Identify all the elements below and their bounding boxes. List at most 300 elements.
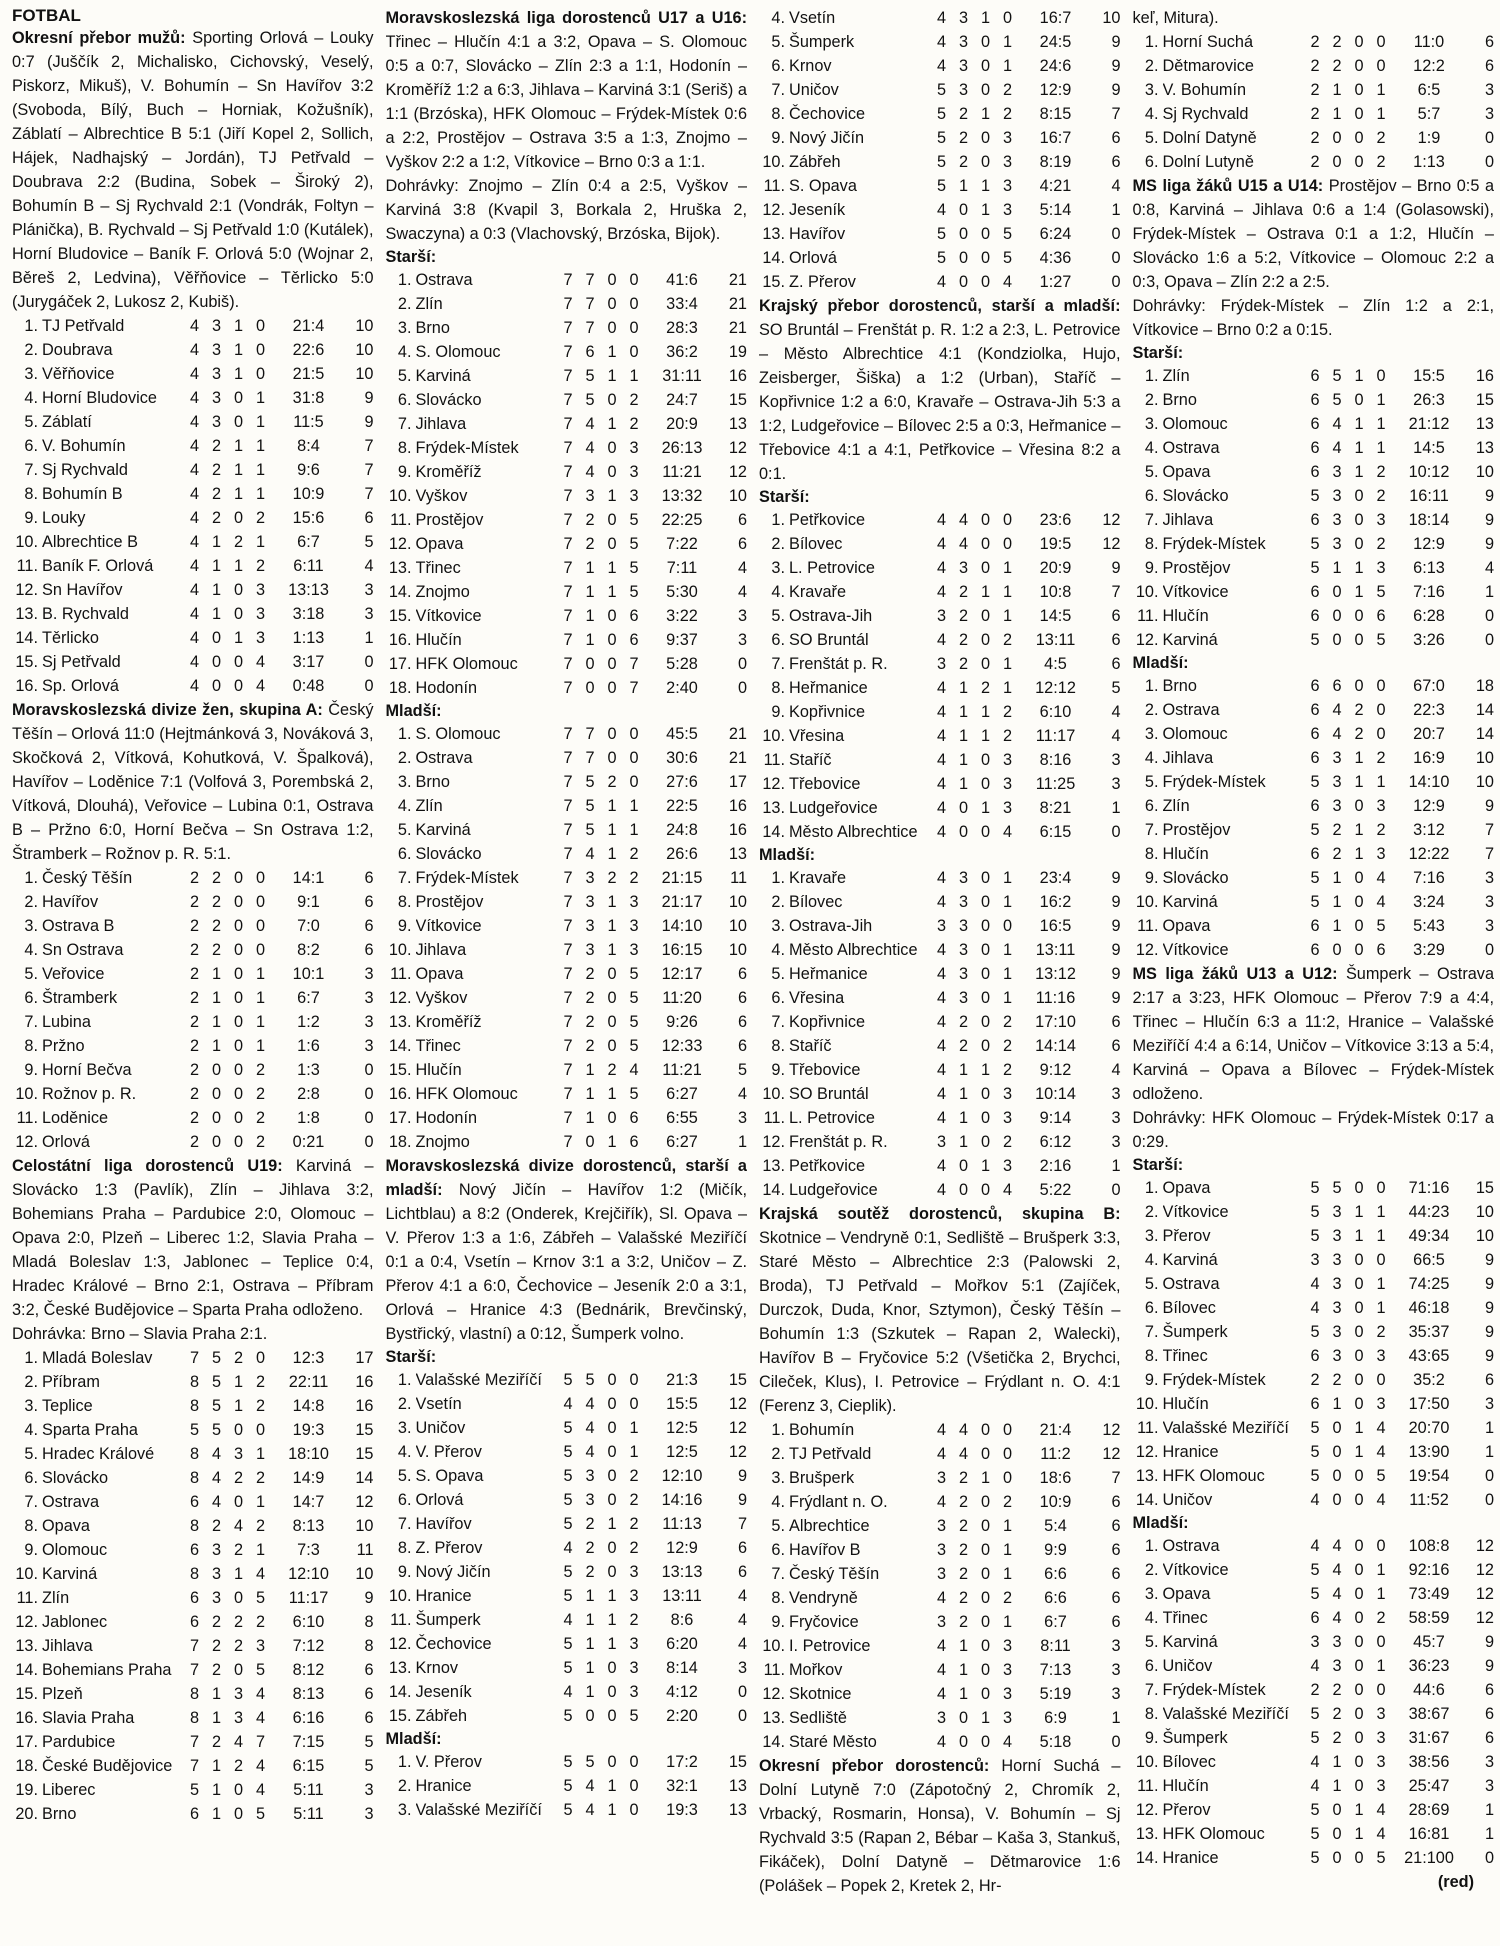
rank-cell: 8. [771, 1589, 785, 1607]
draws-cell: 0 [1354, 797, 1364, 815]
table-row [386, 460, 748, 484]
draws-cell: 1 [980, 1061, 991, 1079]
rank-cell: 18. [15, 1757, 38, 1775]
results-paragraph [1133, 962, 1495, 1106]
draws-cell: 1 [1354, 367, 1364, 385]
losses-cell: 1 [1002, 989, 1013, 1007]
table-row [1133, 580, 1495, 604]
matches-cell: 6 [1310, 463, 1320, 481]
wins-cell: 1 [211, 1685, 222, 1703]
points-cell: 6 [364, 893, 374, 911]
losses-cell: 0 [255, 341, 266, 359]
score-cell: 3:29 [1413, 941, 1445, 959]
team-name-cell: Opava [1162, 463, 1211, 481]
draws-cell: 1 [1354, 1825, 1364, 1843]
points-cell: 16 [355, 1373, 374, 1391]
rank-cell: 11. [763, 1109, 785, 1127]
wins-cell: 2 [1332, 33, 1342, 51]
matches-cell: 7 [563, 607, 573, 625]
losses-cell: 2 [255, 1133, 266, 1151]
matches-cell: 7 [563, 1013, 573, 1031]
wins-cell: 2 [1332, 1729, 1342, 1747]
points-cell: 0 [1484, 631, 1494, 649]
score-cell: 13:11 [662, 1587, 702, 1605]
losses-cell: 3 [1376, 845, 1386, 863]
rank-cell: 6. [771, 631, 785, 649]
draws-cell: 0 [607, 1539, 617, 1557]
score-cell: 16:81 [1408, 1825, 1450, 1843]
score-cell: 5:30 [666, 583, 698, 601]
team-name-cell: Znojmo [415, 583, 470, 601]
wins-cell: 0 [1332, 129, 1342, 147]
points-cell: 3 [737, 1659, 747, 1677]
points-cell: 13 [1475, 415, 1494, 433]
score-cell: 16:7 [1039, 129, 1072, 147]
points-cell: 13 [1475, 439, 1494, 457]
wins-cell: 0 [1332, 583, 1342, 601]
points-cell: 7 [1111, 583, 1121, 601]
draws-cell: 0 [607, 1013, 617, 1031]
losses-cell: 3 [629, 893, 639, 911]
table-row [386, 484, 748, 508]
team-name-cell: Sj Rychvald [1162, 105, 1249, 123]
team-name-cell: Hranice [415, 1777, 472, 1795]
table-row [386, 532, 748, 556]
score-cell: 8:13 [292, 1517, 325, 1535]
losses-cell: 5 [629, 511, 639, 529]
matches-cell: 4 [936, 1685, 947, 1703]
points-cell: 9 [1484, 1347, 1494, 1365]
rank-cell: 4. [1144, 1609, 1159, 1627]
rank-cell: 10. [388, 941, 412, 959]
draws-cell: 0 [607, 1707, 617, 1725]
wins-cell: 2 [958, 1013, 969, 1031]
score-cell: 20:9 [1039, 559, 1072, 577]
rank-cell: 1. [1144, 677, 1159, 695]
rank-cell: 1. [397, 271, 412, 289]
score-cell: 11:5 [293, 413, 324, 431]
team-name-cell: Karviná [1162, 1633, 1218, 1651]
draws-cell: 0 [607, 535, 617, 553]
rank-cell: 5. [1144, 463, 1159, 481]
rank-cell: 10. [1135, 1395, 1159, 1413]
score-cell: 22:6 [292, 341, 325, 359]
points-cell: 3 [364, 1013, 374, 1031]
matches-cell: 7 [189, 1349, 200, 1367]
rank-cell: 2. [24, 341, 38, 359]
matches-cell: 4 [936, 727, 947, 745]
matches-cell: 6 [189, 1589, 200, 1607]
wins-cell: 3 [211, 389, 222, 407]
points-cell: 4 [1111, 703, 1121, 721]
wins-cell: 1 [958, 1085, 969, 1103]
points-cell: 7 [737, 1515, 747, 1533]
points-cell: 0 [364, 677, 374, 695]
table-row [12, 1586, 374, 1610]
standings-table [386, 268, 748, 700]
matches-cell: 5 [1310, 1825, 1320, 1843]
subsection-heading: Starší: [385, 248, 437, 266]
rank-cell: 5. [1144, 129, 1159, 147]
score-cell: 14:1 [292, 869, 325, 887]
matches-cell: 5 [936, 225, 947, 243]
team-name-cell: V. Bohumín [1162, 81, 1247, 99]
competition-name: Celostátní liga dorostenců U19: [12, 1157, 283, 1175]
points-cell: 9 [1111, 559, 1121, 577]
table-row [1133, 1582, 1495, 1606]
team-name-cell: Louky [42, 509, 86, 527]
losses-cell: 3 [1002, 1637, 1013, 1655]
wins-cell: 0 [1332, 1443, 1342, 1461]
losses-cell: 1 [1376, 1275, 1386, 1293]
draws-cell: 1 [607, 941, 617, 959]
table-row [386, 556, 748, 580]
results-note: Dohrávky: HFK Olomouc – Frýdek-Místek 0:17 a 0:29. [1132, 1109, 1494, 1151]
rank-cell: 11. [390, 511, 412, 529]
matches-cell: 7 [563, 511, 573, 529]
subsection-heading: Starší: [1132, 1156, 1184, 1174]
team-name-cell: Olomouc [1162, 415, 1228, 433]
rank-cell: 2. [771, 893, 785, 911]
score-cell: 14:7 [292, 1493, 325, 1511]
points-cell: 7 [364, 461, 374, 479]
wins-cell: 1 [211, 1805, 222, 1823]
draws-cell: 1 [233, 317, 244, 335]
team-name-cell: Hranice [415, 1587, 472, 1605]
team-name-cell: Bílovec [789, 893, 843, 911]
wins-cell: 2 [1332, 821, 1342, 839]
losses-cell: 0 [255, 365, 266, 383]
rank-cell: 9. [1144, 1371, 1159, 1389]
table-row [12, 1682, 374, 1706]
wins-cell: 5 [1332, 367, 1342, 385]
table-row [12, 626, 374, 650]
table-row [12, 1082, 374, 1106]
score-cell: 3:22 [666, 607, 698, 625]
rank-cell: 6. [397, 1491, 412, 1509]
losses-cell: 2 [629, 415, 639, 433]
rank-cell: 7. [1144, 821, 1159, 839]
rank-cell: 3. [771, 917, 785, 935]
losses-cell: 2 [1002, 1133, 1013, 1151]
table-row [12, 1562, 374, 1586]
losses-cell: 1 [255, 437, 266, 455]
score-cell: 8:4 [297, 437, 320, 455]
wins-cell: 0 [958, 1733, 969, 1751]
points-cell: 4 [1111, 177, 1121, 195]
team-name-cell: Šumperk [789, 33, 855, 51]
table-row [759, 796, 1121, 820]
team-name-cell: Třinec [415, 1037, 461, 1055]
table-row [386, 1010, 748, 1034]
points-cell: 4 [737, 559, 747, 577]
matches-cell: 7 [563, 749, 573, 767]
table-row [759, 962, 1121, 986]
wins-cell: 1 [211, 1757, 222, 1775]
standings-table [759, 508, 1121, 844]
draws-cell: 3 [233, 1445, 244, 1463]
points-cell: 15 [728, 391, 747, 409]
rank-cell: 3. [1144, 725, 1159, 743]
table-row [386, 1750, 748, 1774]
team-name-cell: Prostějov [1162, 821, 1231, 839]
table-row [759, 724, 1121, 748]
losses-cell: 6 [629, 1133, 639, 1151]
losses-cell: 0 [1002, 1445, 1013, 1463]
matches-cell: 3 [1310, 1251, 1320, 1269]
score-cell: 11:0 [1413, 33, 1445, 51]
rank-cell: 13. [762, 799, 785, 817]
columns [12, 6, 1494, 1946]
table-row [1133, 770, 1495, 794]
score-cell: 35:37 [1408, 1323, 1450, 1341]
team-name-cell: Rožnov p. R. [42, 1085, 137, 1103]
points-cell: 3 [1111, 1133, 1121, 1151]
score-cell: 5:11 [293, 1805, 324, 1823]
matches-cell: 4 [189, 365, 200, 383]
matches-cell: 5 [1310, 1585, 1320, 1603]
team-name-cell: České Budějovice [42, 1757, 173, 1775]
team-name-cell: Kroměříž [415, 463, 482, 481]
table-row [759, 102, 1121, 126]
matches-cell: 2 [1310, 81, 1320, 99]
team-name-cell: Petřkovice [789, 1157, 866, 1175]
draws-cell: 0 [980, 1589, 991, 1607]
rank-cell: 2. [24, 893, 38, 911]
matches-cell: 8 [189, 1445, 200, 1463]
points-cell: 8 [364, 1637, 374, 1655]
team-name-cell: SO Bruntál [789, 631, 869, 649]
subsection-heading: Starší: [1132, 344, 1184, 362]
losses-cell: 0 [1376, 1179, 1386, 1197]
wins-cell: 3 [1332, 463, 1342, 481]
draws-cell: 1 [1354, 583, 1364, 601]
matches-cell: 2 [189, 1061, 200, 1079]
matches-cell: 8 [189, 1469, 200, 1487]
wins-cell: 3 [211, 1589, 222, 1607]
wins-cell: 2 [585, 511, 595, 529]
losses-cell: 2 [629, 869, 639, 887]
points-cell: 3 [1111, 1637, 1121, 1655]
matches-cell: 4 [1310, 1657, 1320, 1675]
rank-cell: 9. [1144, 869, 1159, 887]
points-cell: 3 [364, 1037, 374, 1055]
losses-cell: 0 [629, 271, 639, 289]
rank-cell: 4. [24, 389, 38, 407]
table-row [1133, 1248, 1495, 1272]
losses-cell: 1 [1002, 1517, 1013, 1535]
wins-cell: 4 [585, 415, 595, 433]
team-name-cell: Zlín [1162, 367, 1190, 385]
points-cell: 10 [1475, 749, 1494, 767]
draws-cell: 1 [1354, 439, 1364, 457]
score-cell: 17:50 [1408, 1395, 1450, 1413]
team-name-cell: Karviná [415, 821, 471, 839]
score-cell: 11:13 [662, 1515, 702, 1533]
losses-cell: 1 [1376, 1585, 1386, 1603]
team-name-cell: Frýdek-Místek [1162, 1371, 1266, 1389]
wins-cell: 1 [1332, 917, 1342, 935]
rank-cell: 7. [1144, 1681, 1159, 1699]
points-cell: 21 [728, 295, 747, 313]
score-cell: 10:9 [292, 485, 325, 503]
rank-cell: 6. [1144, 153, 1159, 171]
wins-cell: 5 [1332, 1179, 1342, 1197]
matches-cell: 6 [1310, 583, 1320, 601]
draws-cell: 0 [1354, 1633, 1364, 1651]
losses-cell: 1 [1376, 391, 1386, 409]
losses-cell: 3 [1002, 775, 1013, 793]
rank-cell: 4. [771, 941, 785, 959]
draws-cell: 0 [607, 439, 617, 457]
wins-cell: 2 [211, 1637, 222, 1655]
matches-cell: 4 [936, 1733, 947, 1751]
team-name-cell: Věřňovice [42, 365, 115, 383]
draws-cell: 0 [1354, 129, 1364, 147]
rank-cell: 5. [1144, 1633, 1159, 1651]
table-row [12, 386, 374, 410]
rank-cell: 11. [763, 751, 785, 769]
draws-cell: 1 [233, 1397, 244, 1415]
team-name-cell: Hlučín [1162, 1777, 1209, 1795]
team-name-cell: Dětmarovice [1162, 57, 1254, 75]
points-cell: 3 [1484, 1753, 1494, 1771]
rank-cell: 6. [24, 437, 38, 455]
draws-cell: 0 [1354, 1347, 1364, 1365]
draws-cell: 0 [233, 413, 244, 431]
losses-cell: 2 [1002, 703, 1013, 721]
losses-cell: 3 [1376, 1777, 1386, 1795]
points-cell: 9 [1111, 941, 1121, 959]
points-cell: 15 [1475, 1179, 1494, 1197]
team-name-cell: Staříč [789, 751, 832, 769]
wins-cell: 1 [585, 607, 595, 625]
rank-cell: 5. [24, 1445, 38, 1463]
team-name-cell: Karviná [1162, 631, 1218, 649]
score-cell: 13:90 [1408, 1443, 1450, 1461]
points-cell: 0 [1484, 129, 1494, 147]
competition-name: Okresní přebor dorostenců: [759, 1757, 990, 1775]
losses-cell: 0 [1376, 677, 1386, 695]
team-name-cell: Teplice [42, 1397, 93, 1415]
team-name-cell: Opava [1162, 1585, 1211, 1603]
table-row [759, 174, 1121, 198]
draws-cell: 0 [1354, 535, 1364, 553]
score-cell: 13:11 [1035, 631, 1076, 649]
table-row [759, 938, 1121, 962]
points-cell: 1 [1111, 799, 1121, 817]
score-cell: 13:11 [1035, 941, 1076, 959]
rank-cell: 14. [15, 629, 38, 647]
draws-cell: 0 [233, 1589, 244, 1607]
rank-cell: 9. [771, 129, 785, 147]
matches-cell: 4 [936, 869, 947, 887]
losses-cell: 0 [1002, 511, 1013, 529]
draws-cell: 0 [1354, 1705, 1364, 1723]
draws-cell: 0 [980, 511, 991, 529]
score-cell: 4:36 [1039, 249, 1072, 267]
draws-cell: 2 [233, 1541, 244, 1559]
rank-cell: 4. [397, 343, 412, 361]
score-cell: 1:13 [292, 629, 325, 647]
wins-cell: 5 [211, 1397, 222, 1415]
rank-cell: 7. [397, 415, 412, 433]
rank-cell: 16. [388, 1085, 412, 1103]
draws-cell: 1 [607, 1777, 617, 1795]
team-name-cell: Havířov [789, 225, 846, 243]
matches-cell: 4 [189, 485, 200, 503]
matches-cell: 5 [1310, 1179, 1320, 1197]
matches-cell: 7 [563, 631, 573, 649]
matches-cell: 4 [936, 1109, 947, 1127]
losses-cell: 2 [1376, 153, 1386, 171]
wins-cell: 4 [1332, 1585, 1342, 1603]
table-row [1133, 842, 1495, 866]
matches-cell: 4 [936, 559, 947, 577]
wins-cell: 1 [211, 1781, 222, 1799]
table-row [1133, 102, 1495, 126]
rank-cell: 8. [771, 1037, 785, 1055]
losses-cell: 4 [1376, 1419, 1386, 1437]
points-cell: 3 [1111, 1685, 1121, 1703]
losses-cell: 0 [1376, 1537, 1386, 1555]
draws-cell: 0 [980, 965, 991, 983]
team-name-cell: SO Bruntál [789, 1085, 869, 1103]
wins-cell: 3 [1332, 1275, 1342, 1293]
draws-cell: 0 [980, 273, 991, 291]
score-cell: 21:100 [1404, 1849, 1454, 1867]
rank-cell: 7. [771, 81, 785, 99]
score-cell: 12:9 [1039, 81, 1072, 99]
wins-cell: 3 [1332, 1323, 1342, 1341]
losses-cell: 4 [629, 1061, 639, 1079]
matches-cell: 2 [1310, 57, 1320, 75]
score-cell: 6:12 [1039, 1133, 1072, 1151]
points-cell: 10 [1475, 1203, 1494, 1221]
table-row [12, 1130, 374, 1154]
team-name-cell: Sp. Orlová [42, 677, 119, 695]
points-cell: 3 [364, 1781, 374, 1799]
standings-table [12, 314, 374, 698]
score-cell: 12:17 [661, 965, 703, 983]
points-cell: 17 [728, 773, 747, 791]
table-row [386, 1392, 748, 1416]
match-results: Šumperk – Ostrava 2:17 a 3:23, HFK Olomouc – Přerov 7:9 a 4:4, Třinec – Hlučín 6:3 a 11:2, Hranice – Valašské Meziříčí 4:4 a 6:14, Uničov – Vítkovice 3:13 a 5:4, Karviná – Opava a Bílovec – Frýdek-Místek odloženo. [1132, 965, 1494, 1103]
rank-cell: 5. [771, 1517, 785, 1535]
table-row [1133, 1320, 1495, 1344]
losses-cell: 0 [629, 1777, 639, 1795]
wins-cell: 3 [1332, 1203, 1342, 1221]
draws-cell: 0 [1354, 1729, 1364, 1747]
table-row [1133, 1774, 1495, 1798]
points-cell: 9 [1484, 1299, 1494, 1317]
wins-cell: 0 [1332, 941, 1342, 959]
wins-cell: 3 [1332, 749, 1342, 767]
losses-cell: 6 [629, 631, 639, 649]
table-row [1133, 794, 1495, 818]
team-name-cell: S. Olomouc [415, 343, 501, 361]
score-cell: 10:1 [292, 965, 325, 983]
table-row [1133, 1630, 1495, 1654]
rank-cell: 7. [24, 1493, 38, 1511]
rank-cell: 5. [1144, 773, 1159, 791]
matches-cell: 3 [1310, 1633, 1320, 1651]
score-cell: 6:11 [293, 557, 324, 575]
table-row [1133, 436, 1495, 460]
table-row [386, 1656, 748, 1680]
points-cell: 4 [737, 583, 747, 601]
rank-cell: 1. [1144, 1179, 1159, 1197]
